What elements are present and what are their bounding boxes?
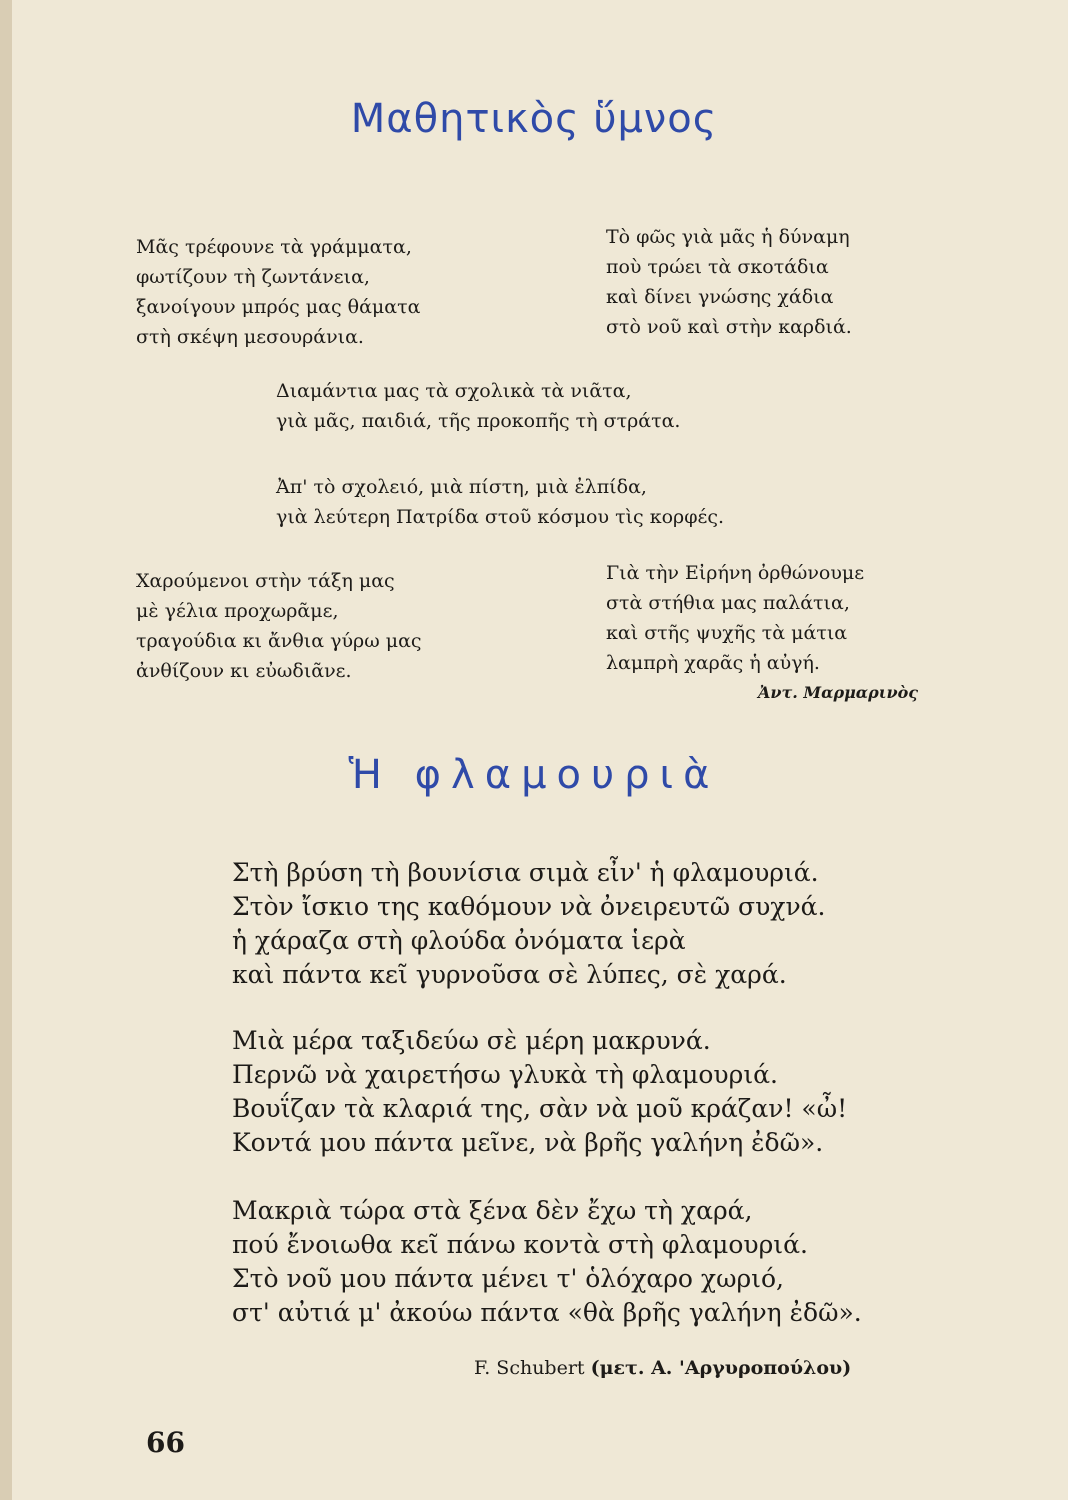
verse-line: στὰ στήθια μας παλάτια, <box>606 592 850 614</box>
poem2-author <box>474 1357 851 1379</box>
verse-line: καὶ πάντα κεῖ γυρνοῦσα σὲ λύπες, σὲ χαρά. <box>232 960 787 989</box>
verse-line: Στὴ βρύση τὴ βουνίσια σιμὰ εἶν' ἡ φλαμουριά. <box>232 858 819 887</box>
poem1-stanza-right-2 <box>606 558 864 678</box>
verse-line: καὶ δίνει γνώσης χάδια <box>606 286 834 308</box>
verse-line: στὸ νοῦ καὶ στὴν καρδιά. <box>606 316 852 338</box>
verse-line: ἀνθίζουν κι εὐωδιᾶνε. <box>136 660 352 682</box>
verse-line: γιὰ μᾶς, παιδιά, τῆς προκοπῆς τὴ στράτα. <box>276 410 681 432</box>
verse-line: Ἀπ' τὸ σχολειό, μιὰ πίστη, μιὰ ἐλπίδα, <box>276 476 647 498</box>
poem2-stanza-1 <box>232 856 825 992</box>
poem1-chorus-1 <box>276 376 680 436</box>
verse-line: Κοντά μου πάντα μεῖνε, νὰ βρῆς γαλήνη ἐδῶ». <box>232 1128 824 1157</box>
poem1-stanza-right-1 <box>606 222 852 342</box>
poem2-title: Ἡ φλαμουριὰ <box>348 752 720 798</box>
verse-line: Μιὰ μέρα ταξιδεύω σὲ μέρη μακρυνά. <box>232 1026 711 1055</box>
page-edge-shadow <box>0 0 12 1500</box>
verse-line: τραγούδια κι ἄνθια γύρω μας <box>136 630 422 652</box>
verse-line: ξανοίγουν μπρός μας θάματα <box>136 296 421 318</box>
verse-line: ἡ χάραζα στὴ φλούδα ὀνόματα ἱερὰ <box>232 926 686 955</box>
verse-line: λαμπρὴ χαρᾶς ἡ αὐγή. <box>606 652 820 674</box>
poem1-stanza-left-1 <box>136 232 420 352</box>
verse-line: Βουΐζαν τὰ κλαριά της, σὰν νὰ μοῦ κράζαν! «ὦ! <box>232 1094 848 1123</box>
verse-line: Στὸ νοῦ μου πάντα μένει τ' ὁλόχαρο χωριό, <box>232 1264 784 1293</box>
verse-line: στ' αὐτιά μ' ἀκούω πάντα «θὰ βρῆς γαλήνη ἐδῶ». <box>232 1298 862 1327</box>
verse-line: Στὸν ἴσκιο της καθόμουν νὰ ὀνειρευτῶ συχνά. <box>232 892 826 921</box>
verse-line: στὴ σκέψη μεσουράνια. <box>136 326 364 348</box>
poem2-stanza-2 <box>232 1024 847 1160</box>
verse-line: Χαρούμενοι στὴν τάξη μας <box>136 570 395 592</box>
poem1-author: Ἀντ. Μαρμαρινὸς <box>758 683 919 702</box>
verse-line: καὶ στῆς ψυχῆς τὰ μάτια <box>606 622 848 644</box>
verse-line: φωτίζουν τὴ ζωντάνεια, <box>136 266 370 288</box>
verse-line: ποὺ τρώει τὰ σκοτάδια <box>606 256 829 278</box>
poem1-chorus-2 <box>276 472 724 532</box>
page-number: 66 <box>146 1426 185 1459</box>
verse-line: Τὸ φῶς γιὰ μᾶς ἡ δύναμη <box>606 226 850 248</box>
composer-name: F. Schubert <box>474 1357 585 1379</box>
verse-line: πού ἔνοιωθα κεῖ πάνω κοντὰ στὴ φλαμουριά. <box>232 1230 808 1259</box>
poem1-title: Μαθητικὸς ὕμνος <box>350 96 718 142</box>
verse-line: μὲ γέλια προχωρᾶμε, <box>136 600 339 622</box>
verse-line: Γιὰ τὴν Εἰρήνη ὀρθώνουμε <box>606 562 865 584</box>
poem2-stanza-3 <box>232 1194 862 1330</box>
verse-line: Περνῶ νὰ χαιρετήσω γλυκὰ τὴ φλαμουριά. <box>232 1060 778 1089</box>
translator-credit: (μετ. Α. 'Αργυροπούλου) <box>590 1357 852 1379</box>
poem1-stanza-left-2 <box>136 566 422 686</box>
verse-line: Διαμάντια μας τὰ σχολικὰ τὰ νιᾶτα, <box>276 380 632 402</box>
verse-line: γιὰ λεύτερη Πατρίδα στοῦ κόσμου τὶς κορφές. <box>276 506 725 528</box>
verse-line: Μακριὰ τώρα στὰ ξένα δὲν ἔχω τὴ χαρά, <box>232 1196 753 1225</box>
verse-line: Μᾶς τρέφουνε τὰ γράμματα, <box>136 236 412 258</box>
